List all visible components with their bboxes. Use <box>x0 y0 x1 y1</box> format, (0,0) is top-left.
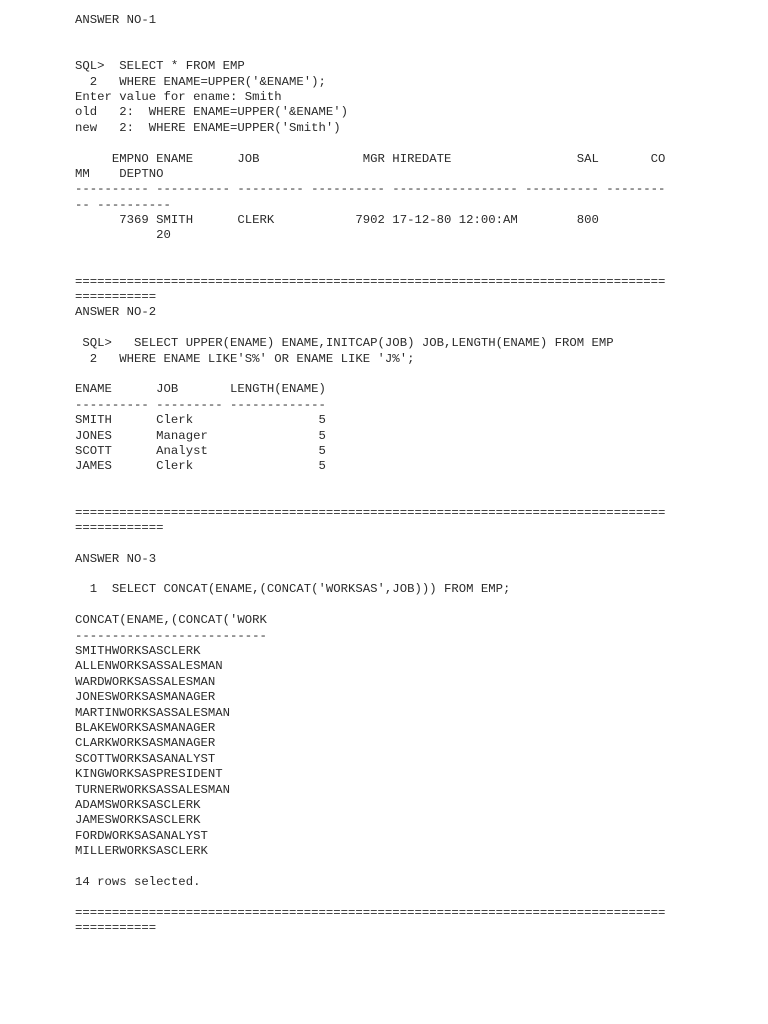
output-line: CONCAT(ENAME,(CONCAT('WORK <box>75 613 267 628</box>
output-line: JAMESWORKSASCLERK <box>75 813 201 828</box>
separator-line: ================================================================================ <box>75 505 666 520</box>
separator-line: ============ <box>75 520 164 535</box>
answer-heading: ANSWER NO-1 <box>75 13 157 27</box>
output-line: WARDWORKSASSALESMAN <box>75 674 216 689</box>
output-line: MM DEPTNO <box>75 166 164 181</box>
output-line: Enter value for ename: Smith <box>75 89 282 104</box>
output-line: old 2: WHERE ENAME=UPPER('&ENAME') <box>75 105 349 120</box>
blank-line <box>75 28 735 43</box>
blank-line <box>75 259 735 274</box>
sql-prompt-line: SQL> SELECT UPPER(ENAME) ENAME,INITCAP(JOB) JOB,LENGTH(ENAME) FROM EMP <box>75 336 614 351</box>
output-line: CLARKWORKSASMANAGER <box>75 736 216 751</box>
output-line: JONESWORKSASMANAGER <box>75 690 216 705</box>
sql-continuation-line: 2 WHERE ENAME LIKE'S%' OR ENAME LIKE 'J%'; <box>75 351 415 366</box>
output-line: ALLENWORKSASSALESMAN <box>75 659 223 674</box>
column-underline: ---------- --------- ------------- <box>75 397 326 412</box>
output-line: EMPNO ENAME JOB MGR HIREDATE SAL CO <box>75 151 666 166</box>
output-line: KINGWORKSASPRESIDENT <box>75 767 223 782</box>
output-line: TURNERWORKSASSALESMAN <box>75 782 230 797</box>
column-underline: ---------- ---------- --------- ---------- ----------------- ---------- -------- <box>75 182 666 197</box>
row-count-line: 14 rows selected. <box>75 874 201 889</box>
sql-prompt-line: SQL> SELECT * FROM EMP <box>75 59 245 74</box>
separator-line: =========== <box>75 921 157 936</box>
answer-heading: ANSWER NO-3 <box>75 551 157 566</box>
document-body <box>75 13 735 936</box>
answer-heading: ANSWER NO-2 <box>75 305 157 320</box>
output-line: SMITH Clerk 5 <box>75 413 326 428</box>
blank-line <box>75 490 735 505</box>
output-line: BLAKEWORKSASMANAGER <box>75 720 216 735</box>
blank-line <box>75 44 735 59</box>
output-line: FORDWORKSASANALYST <box>75 828 208 843</box>
output-line: SCOTTWORKSASANALYST <box>75 751 216 766</box>
output-line: MILLERWORKSASCLERK <box>75 844 208 859</box>
blank-line <box>75 367 735 382</box>
separator-line: ================================================================================ <box>75 274 666 289</box>
blank-line <box>75 859 735 874</box>
output-line: SCOTT Analyst 5 <box>75 443 326 458</box>
separator-line: ================================================================================ <box>75 905 666 920</box>
output-line: ENAME JOB LENGTH(ENAME) <box>75 382 326 397</box>
blank-line <box>75 598 735 613</box>
blank-line <box>75 536 735 551</box>
separator-line: =========== <box>75 290 157 305</box>
output-line: ADAMSWORKSASCLERK <box>75 797 201 812</box>
output-line: JAMES Clerk 5 <box>75 459 326 474</box>
output-line: 20 <box>75 228 171 243</box>
output-line: SMITHWORKSASCLERK <box>75 644 201 659</box>
blank-line <box>75 136 735 151</box>
output-line: JONES Manager 5 <box>75 428 326 443</box>
column-underline: -- ---------- <box>75 197 171 212</box>
blank-line <box>75 244 735 259</box>
blank-line <box>75 567 735 582</box>
sql-continuation-line: 1 SELECT CONCAT(ENAME,(CONCAT('WORKSAS',JOB))) FROM EMP; <box>75 582 511 597</box>
output-line: 7369 SMITH CLERK 7902 17-12-80 12:00:AM 800 <box>75 213 599 228</box>
blank-line <box>75 321 735 336</box>
sql-continuation-line: 2 WHERE ENAME=UPPER('&ENAME'); <box>75 74 326 89</box>
column-underline: -------------------------- <box>75 628 267 643</box>
blank-line <box>75 475 735 490</box>
output-line: new 2: WHERE ENAME=UPPER('Smith') <box>75 120 341 135</box>
output-line: MARTINWORKSASSALESMAN <box>75 705 230 720</box>
blank-line <box>75 890 735 905</box>
